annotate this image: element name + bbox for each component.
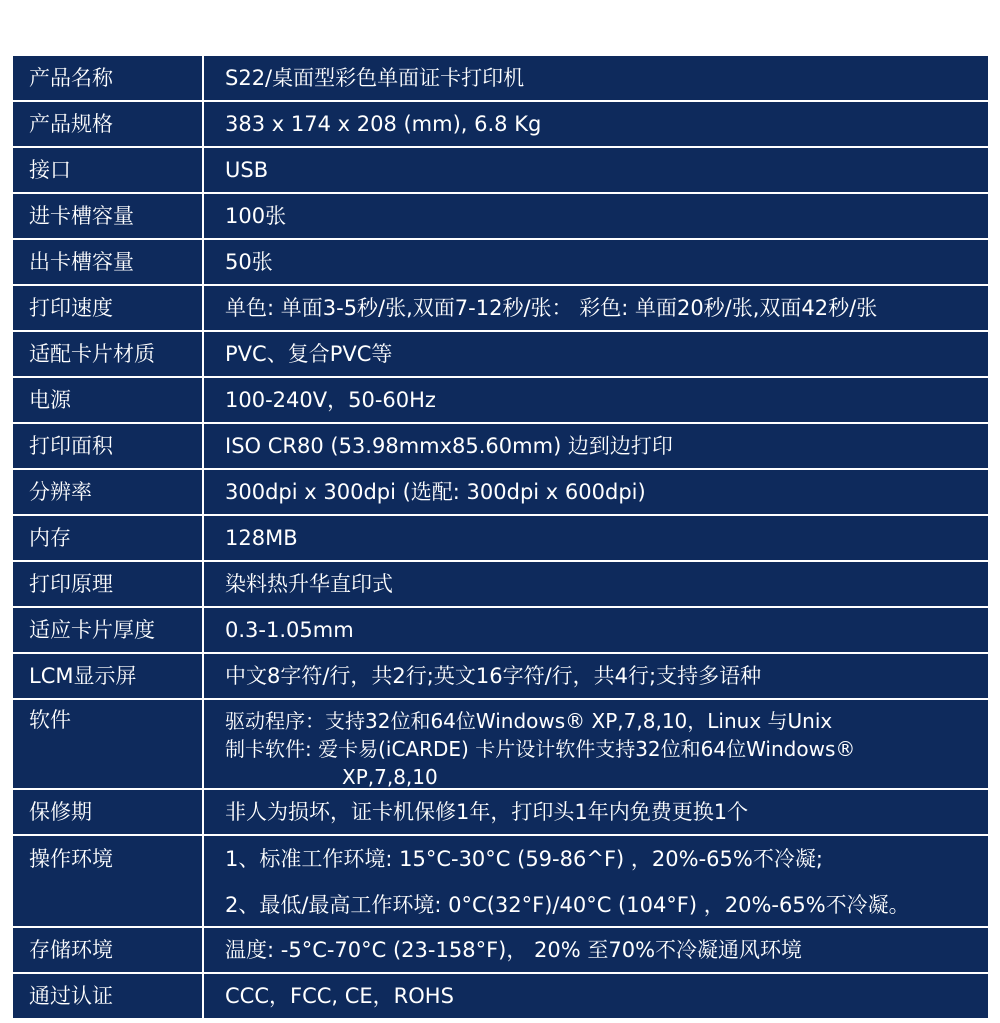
- spec-row-power: [13, 378, 988, 424]
- spec-row-resolution: [13, 470, 988, 516]
- spec-label: 通过认证: [13, 974, 204, 1018]
- spec-label: 电源: [13, 378, 204, 422]
- spec-label: 存储环境: [13, 928, 204, 972]
- operating-env-line-range: 2、最低/最高工作环境: 0°C(32°F)/40°C (104°F) ，20%-65%不冷凝。: [225, 893, 910, 917]
- spec-label: 分辨率: [13, 470, 204, 514]
- spec-label: 适应卡片厚度: [13, 608, 204, 652]
- spec-row-output-hopper: [13, 240, 988, 286]
- spec-value: PVC、复合PVC等: [225, 342, 393, 366]
- spec-row-dimensions: [13, 102, 988, 148]
- spec-label: 内存: [13, 516, 204, 560]
- spec-label: 进卡槽容量: [13, 194, 204, 238]
- spec-value: USB: [225, 158, 269, 182]
- spec-value: 温度: -5°C-70°C (23-158°F)， 20% 至70%不冷凝通风环境: [225, 938, 803, 962]
- spec-value: CCC，FCC, CE，ROHS: [225, 984, 454, 1008]
- spec-label: 打印原理: [13, 562, 204, 606]
- spec-value: 非人为损坏，证卡机保修1年，打印头1年内免费更换1个: [225, 800, 749, 824]
- spec-value: ISO CR80 (53.98mmx85.60mm) 边到边打印: [225, 434, 673, 458]
- spec-row-storage-env: [13, 928, 988, 974]
- spec-value: 128MB: [225, 526, 298, 550]
- spec-value-software: [204, 700, 988, 788]
- spec-row-product-name: [13, 56, 988, 102]
- spec-row-print-speed: [13, 286, 988, 332]
- spec-value: 100张: [225, 204, 287, 228]
- spec-label: LCM显示屏: [13, 654, 204, 698]
- spec-row-input-hopper: [13, 194, 988, 240]
- spec-label: 保修期: [13, 790, 204, 834]
- spec-value: 中文8字符/行，共2行;英文16字符/行，共4行;支持多语种: [225, 664, 762, 688]
- software-card-design-line-cont: XP,7,8,10: [342, 765, 438, 788]
- spec-label: 产品规格: [13, 102, 204, 146]
- spec-label: 出卡槽容量: [13, 240, 204, 284]
- spec-label: 操作环境: [13, 836, 204, 926]
- spec-row-operating-env: [13, 836, 988, 928]
- spec-value-operating-env: [204, 836, 988, 926]
- spec-row-memory: [13, 516, 988, 562]
- spec-value: 染料热升华直印式: [225, 572, 393, 596]
- software-card-design-line: 制卡软件: 爱卡易(iCARDE) 卡片设计软件支持32位和64位Windows®: [225, 737, 856, 761]
- spec-label: 打印面积: [13, 424, 204, 468]
- spec-label: 适配卡片材质: [13, 332, 204, 376]
- spec-label: 打印速度: [13, 286, 204, 330]
- spec-row-card-material: [13, 332, 988, 378]
- spec-value: 50张: [225, 250, 273, 274]
- spec-value: 300dpi x 300dpi (选配: 300dpi x 600dpi): [225, 480, 646, 504]
- spec-row-software: [13, 700, 988, 790]
- spec-row-interface: [13, 148, 988, 194]
- spec-row-print-method: [13, 562, 988, 608]
- spec-row-print-area: [13, 424, 988, 470]
- spec-value: 0.3-1.05mm: [225, 618, 354, 642]
- spec-row-certification: [13, 974, 988, 1018]
- spec-table: [13, 54, 988, 1018]
- spec-row-warranty: [13, 790, 988, 836]
- software-driver-line: 驱动程序：支持32位和64位Windows® XP,7,8,10，Linux 与Unix: [225, 709, 833, 733]
- spec-value: 单色: 单面3-5秒/张,双面7-12秒/张： 彩色: 单面20秒/张,双面42秒/张: [225, 296, 878, 320]
- spec-row-lcm-display: [13, 654, 988, 700]
- spec-row-card-thickness: [13, 608, 988, 654]
- spec-value: 383 x 174 x 208 (mm), 6.8 Kg: [225, 112, 542, 136]
- spec-value: 100-240V，50-60Hz: [225, 388, 436, 412]
- spec-label: 产品名称: [13, 56, 204, 100]
- spec-value: S22/桌面型彩色单面证卡打印机: [225, 66, 525, 90]
- spec-label: 软件: [13, 700, 204, 788]
- spec-label: 接口: [13, 148, 204, 192]
- operating-env-line-standard: 1、标准工作环境: 15°C-30°C (59-86^F) ，20%-65%不冷凝;: [225, 847, 823, 871]
